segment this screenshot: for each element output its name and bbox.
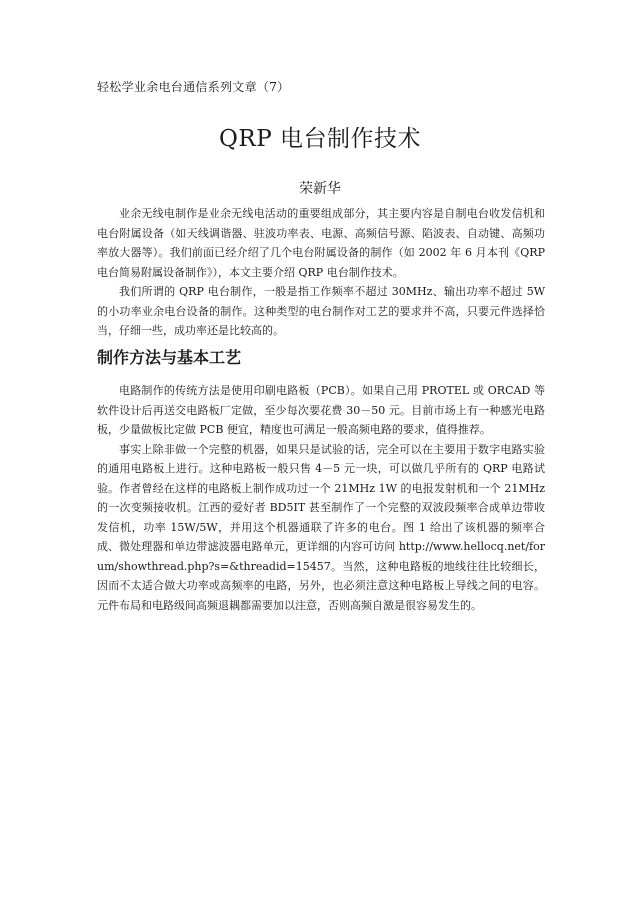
section-heading: 制作方法与基本工艺 xyxy=(97,348,242,367)
intro-paragraph-1: 业余无线电制作是业余无线电活动的重要组成部分，其主要内容是自制电台收发信机和电台附属设备（如天线调谐器、驻波功率表、电源、高频信号源、陷波表、自动键、高频功率放大器等）。我们前面已经介绍了几个电台附属设备的制作（如 2002 年 6 月本刊《QRP 电台简易附属设备制作》），本文主要介绍 QRP 电台制作技术。 xyxy=(97,207,545,279)
methods-section xyxy=(97,381,545,615)
methods-paragraph-2: 事实上除非做一个完整的机器，如果只是试验的话，完全可以在主要用于数字电路实验的通用电路板上进行。这种电路板一般只售 4－5 元一块，可以做几乎所有的 QRP 电路试验。作者曾经在这样的电路板上制作成功过一个 21MHz 1W 的电报发射机和一个 21MHz 的一次变频接收机。江西的爱好者 BD5IT 甚至制作了一个完整的双波段频率合成单边带收发信机，功率 15W/5W，并用这个机器通联了许多的电台。图 1 给出了该机器的频率合成、微处理器和单边带滤波器电路单元，更详细的内容可访问 http://www.hellocq.net/forum/showthread.php?s=&threadid=15457。当然，这种电路板的地线往往比较细长，因而不太适合做大功率或高频率的电路，另外，也必须注意这种电路板上导线之间的电容。元件布局和电路级间高频退耦都需要加以注意，否则高频自激是很容易发生的。 xyxy=(97,442,545,612)
article-title: QRP 电台制作技术 xyxy=(219,126,421,152)
intro-section xyxy=(97,204,545,341)
author-name: 荣新华 xyxy=(299,181,341,197)
methods-paragraph-1: 电路制作的传统方法是使用印刷电路板（PCB）。如果自己用 PROTEL 或 ORCAD 等软件设计后再送交电路板厂定做，至少每次要花费 30－50 元。目前市场上有一种感光电路板，少量做板比定做 PCB 便宜，精度也可满足一般高频电路的要求，值得推荐。 xyxy=(97,384,545,436)
series-caption: 轻松学业余电台通信系列文章（7） xyxy=(97,80,290,94)
intro-paragraph-2: 我们所谓的 QRP 电台制作，一般是指工作频率不超过 30MHz、输出功率不超过 5W 的小功率业余电台设备的制作。这种类型的电台制作对工艺的要求并不高，只要元件选择恰当，仔细一些，成功率还是比较高的。 xyxy=(97,285,545,337)
